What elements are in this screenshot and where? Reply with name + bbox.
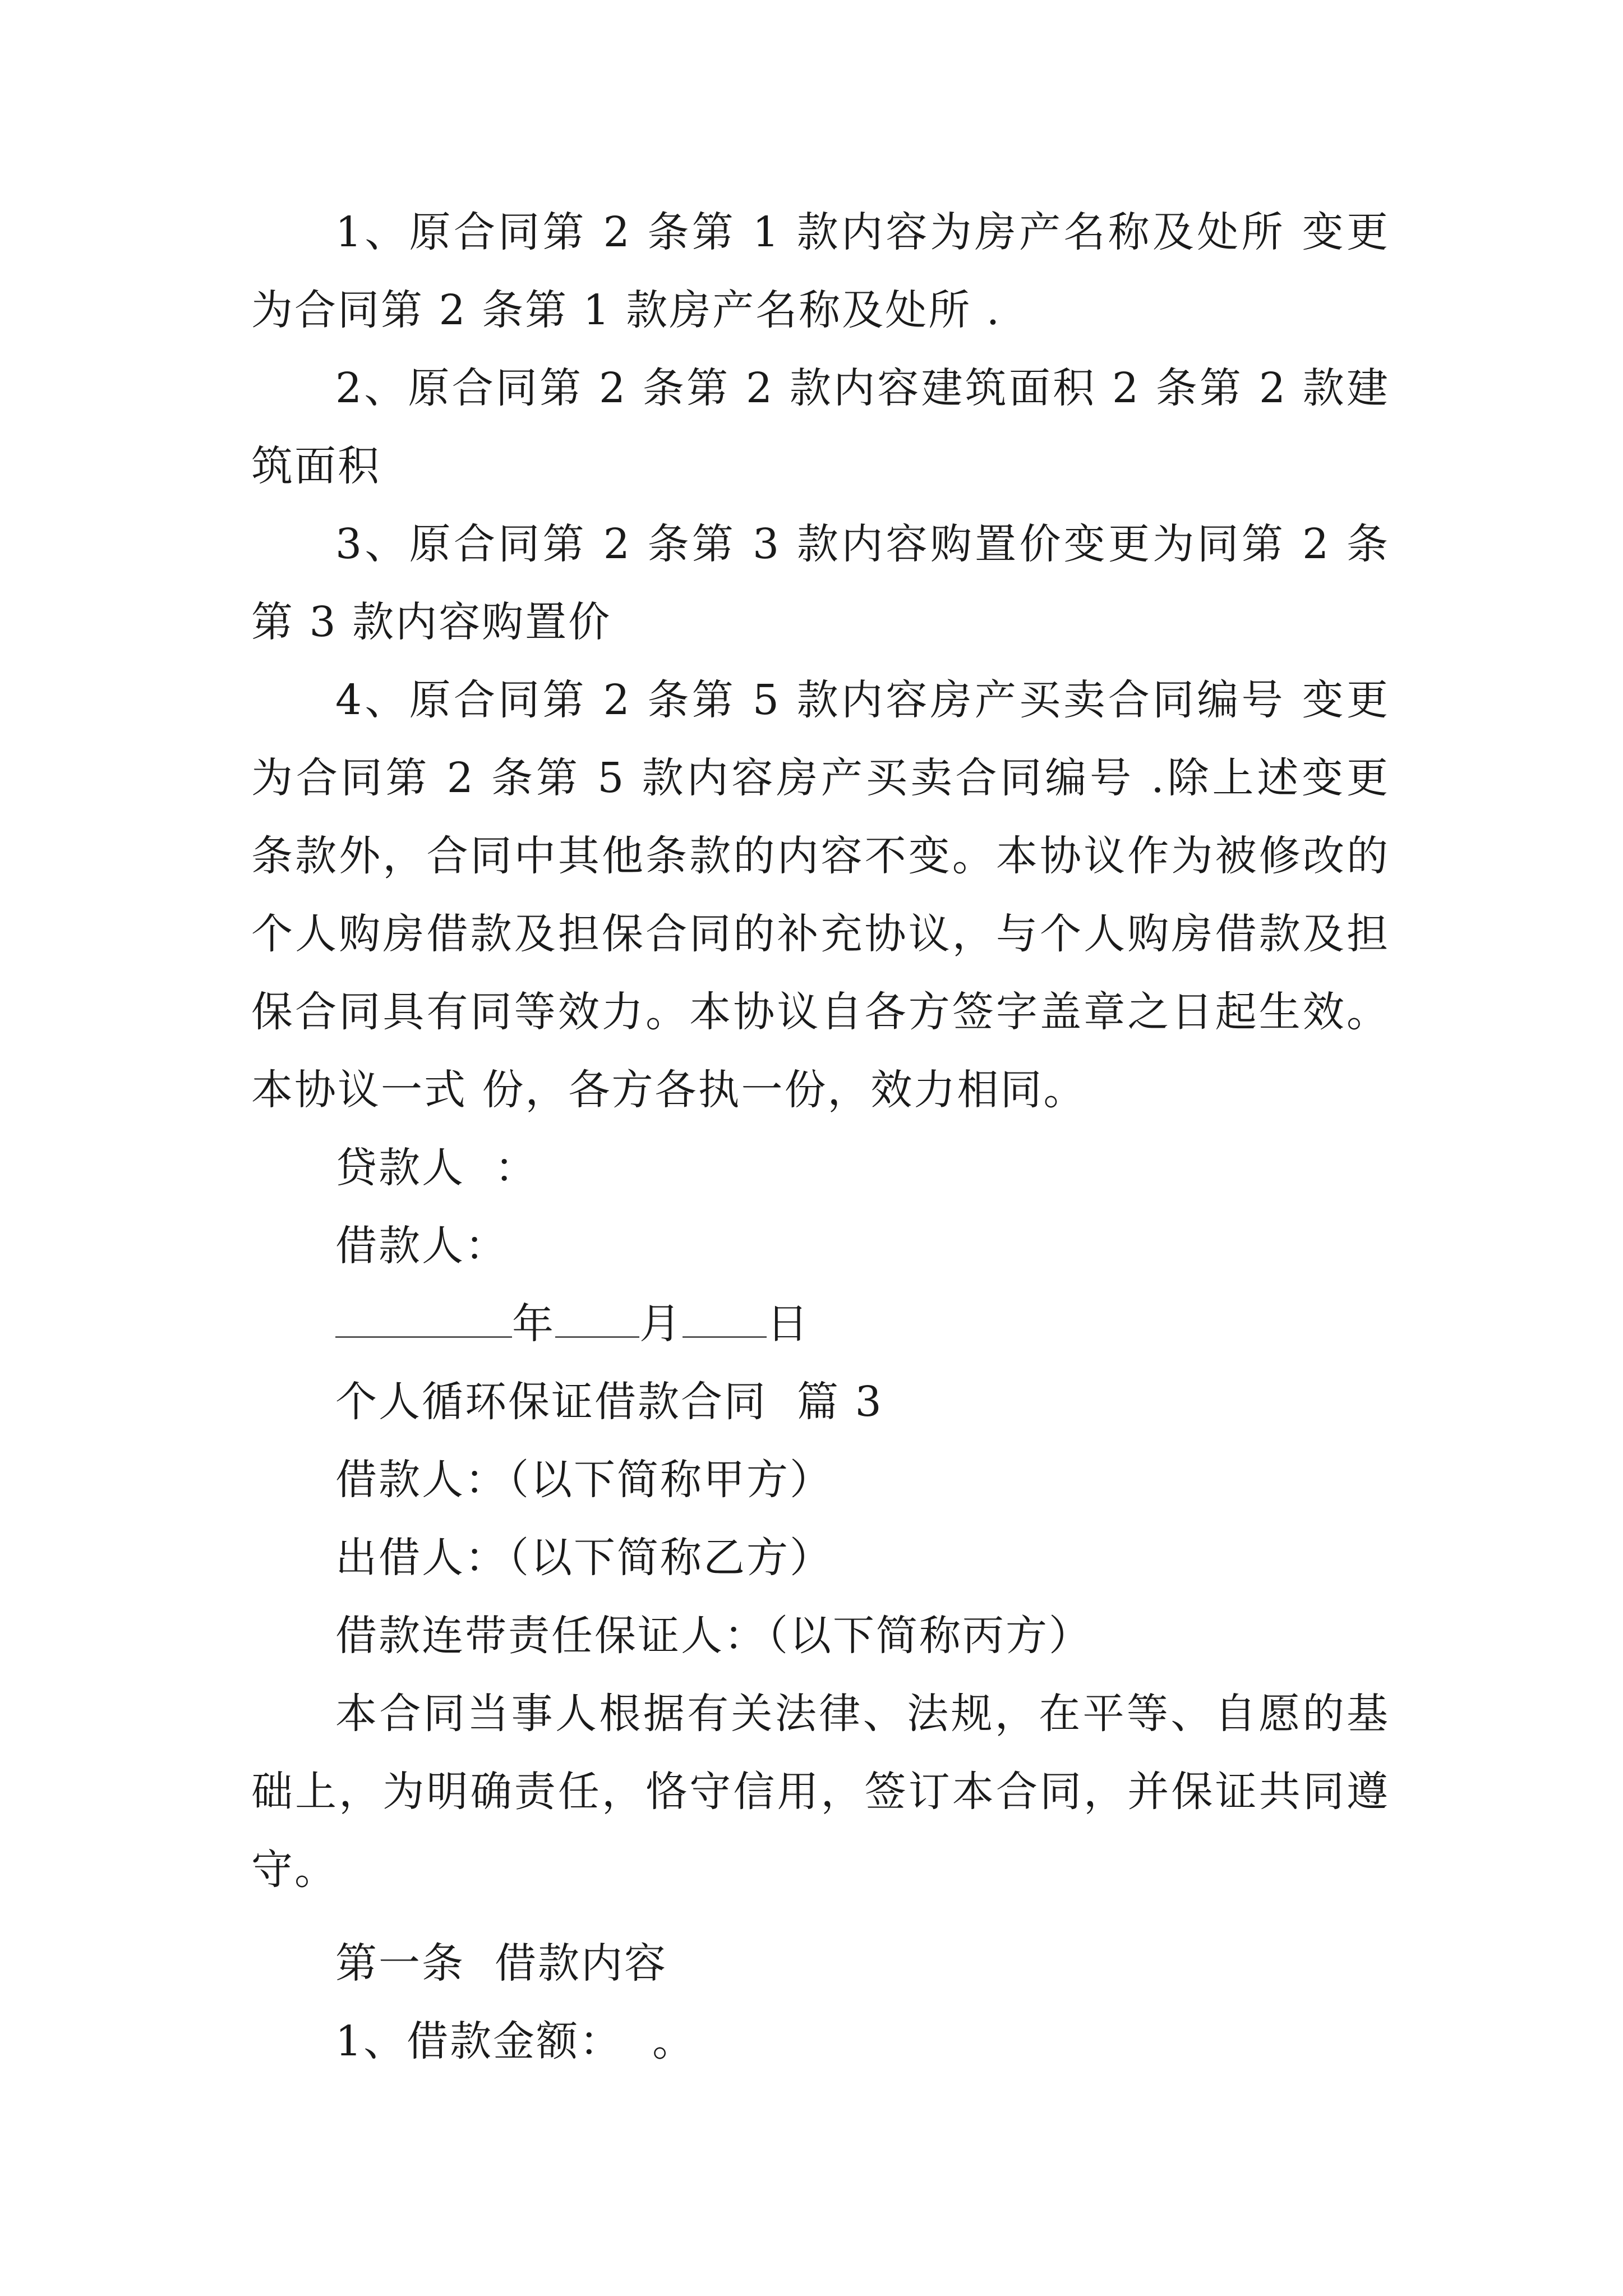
spacer	[251, 1909, 1390, 1925]
borrower-signature-label: 借款人：	[335, 1222, 508, 1270]
party-borrower: 借款人：（以下简称甲方）	[335, 1456, 833, 1504]
year-blank	[335, 1297, 512, 1338]
section-title: 个人循环保证借款合同 篇 3	[335, 1378, 883, 1426]
month-blank	[555, 1297, 639, 1338]
preamble: 本合同当事人根据有关法律、法规，在平等、自愿的基础上，为明确责任，恪守信用，签订本合同，并保证共同遵守。	[251, 1690, 1390, 1894]
clause-4: 4、原合同第 2 条第 5 款内容房产买卖合同编号 变更为合同第 2 条第 5 款内容房产买卖合同编号 .除上述变更条款外，合同中其他条款的内容不变。本协议作为被修改的个人购房借款及担保合同的补充协议，与个人购房借款及担保合同具有同等效力。本协议自各方签字盖章之日起生效。本协议一式 份，各方各执一份，效力相同。	[251, 676, 1390, 1114]
lender-signature-label: 贷款人 ：	[335, 1144, 538, 1192]
month-label: 月	[639, 1300, 683, 1348]
day-blank	[683, 1297, 767, 1338]
day-label: 日	[767, 1300, 810, 1348]
clause-3: 3、原合同第 2 条第 3 款内容购置价变更为同第 2 条第 3 款内容购置价	[251, 520, 1390, 646]
clause-2: 2、原合同第 2 条第 2 款内容建筑面积 2 条第 2 款建筑面积	[251, 364, 1390, 490]
clause-1: 1、原合同第 2 条第 1 款内容为房产名称及处所 变更为合同第 2 条第 1 款房产名称及处所 .	[251, 208, 1390, 334]
article-1-title: 第一条 借款内容	[335, 1939, 668, 1987]
article-1-item-1: 1、借款金额： 。	[335, 2017, 696, 2065]
year-label: 年	[512, 1300, 555, 1348]
document-body	[251, 194, 1390, 2081]
date-line	[251, 1285, 1390, 1363]
party-lender: 出借人：（以下简称乙方）	[335, 1534, 833, 1582]
party-guarantor: 借款连带责任保证人：（以下简称丙方）	[335, 1612, 1092, 1660]
